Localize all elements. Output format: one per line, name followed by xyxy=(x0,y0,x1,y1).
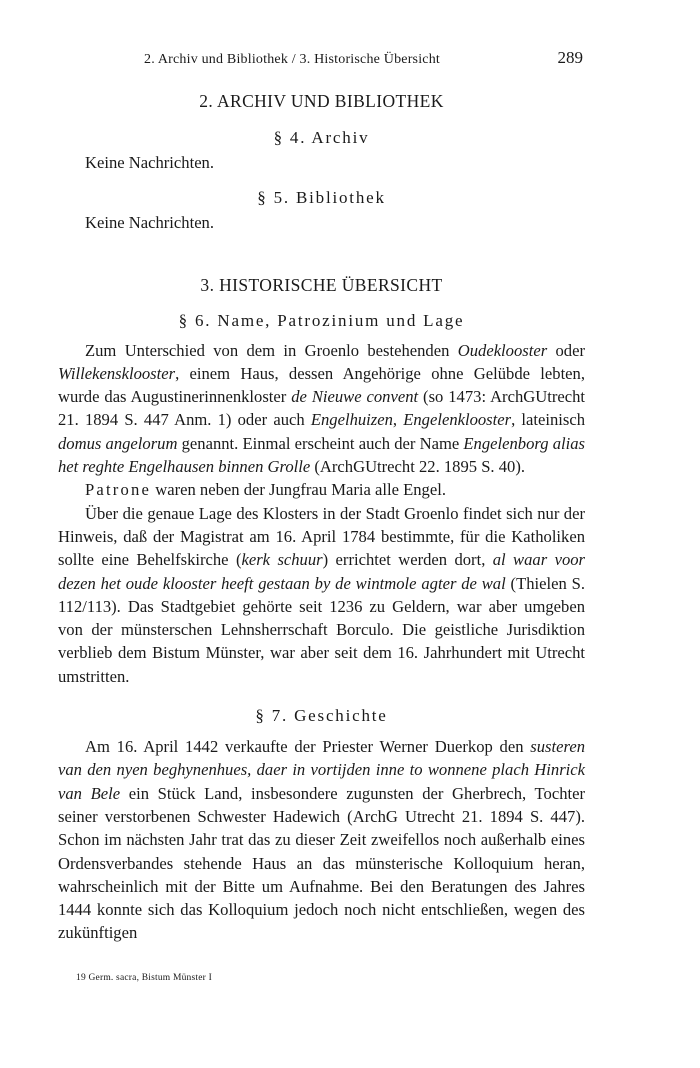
paragraph-lage: Über die genaue Lage des Klosters in der Stadt Groenlo findet sich nur der Hinweis, daß der Magistrat am 16. April 1784 bestimmte, für die Katholiken sollte eine Behelfskirche (kerk schuur) errichtet werden dort, al waar voor dezen het oude klooster heeft gestaan by de wintmole agter de wal (Thielen S. 112/113). Das Stadtgebiet gehörte seit 1236 zu Geldern, war aber umgeben von der münsterschen Lehnsherrschaft Borculo. Die geistliche Jurisdiktion verblieb dem Bistum Münster, war aber seit dem 16. Jahrhundert mit Utrecht umstritten. xyxy=(58,503,585,686)
archiv-text: Keine Nachrichten. xyxy=(85,153,214,172)
paragraph-name: Zum Unterschied von dem in Groenlo bestehenden Oudeklooster oder Willekensklooster, einem Haus, dessen Angehörige ohne Gelübde lebten, wurde das Augustinerinnenkloster de Nieuwe convent (so 1473: ArchGUtrecht 21. 1894 S. 447 Anm. 1) oder auch Engelhuizen, Engelenklooster, lateinisch domus angelorum genannt. Einmal erscheint auch der Name Engelenborg alias het reghte Engelhausen binnen Grolle (ArchGUtrecht 22. 1895 S. 40). xyxy=(58,340,586,477)
book-page xyxy=(58,46,585,945)
signature-line: 19 Germ. sacra, Bistum Münster I xyxy=(76,973,212,983)
section-heading-geschichte: § 7. Geschichte xyxy=(255,706,388,726)
section-heading-archiv: § 4. Archiv xyxy=(273,128,370,147)
page-number: 289 xyxy=(557,48,583,67)
running-head: 2. Archiv und Bibliothek / 3. Historische Übersicht xyxy=(144,52,440,67)
bibliothek-text: Keine Nachrichten. xyxy=(85,213,214,233)
chapter-heading-historische-uebersicht: 3. HISTORISCHE ÜBERSICHT xyxy=(200,274,443,295)
running-header xyxy=(58,46,585,70)
section-heading-name-patrozinium-lage: § 6. Name, Patrozinium und Lage xyxy=(178,310,465,330)
chapter-heading-archiv-bibliothek: 2. ARCHIV UND BIBLIOTHEK xyxy=(199,91,444,111)
section-heading-bibliothek: § 5. Bibliothek xyxy=(257,188,386,208)
paragraph-geschichte: Am 16. April 1442 verkaufte der Priester Werner Duerkop den susteren van den nyen beghynenhues, daer in vortijden inne to wonnene plach Hinrick van Bele ein Stück Land, insbesondere zugunsten der Gherbrech, Tochter seiner verstorbenen Schwester Hadewich (ArchG Utrecht 21. 1894 S. 447). Schon im nächsten Jahr trat das zu dieser Zeit zweifellos noch außerhalb eines Ordensverbandes stehende Haus an das münsterische Kolloquium heran, wahrscheinlich mit der Bitte um Aufnahme. Bei den Beratungen des Jahres 1444 konnte sich das Kolloquium jedoch noch nicht entschließen, wegen des zukünftigen xyxy=(58,737,585,943)
paragraph-patrone: Patrone waren neben der Jungfrau Maria alle Engel. xyxy=(85,480,446,500)
